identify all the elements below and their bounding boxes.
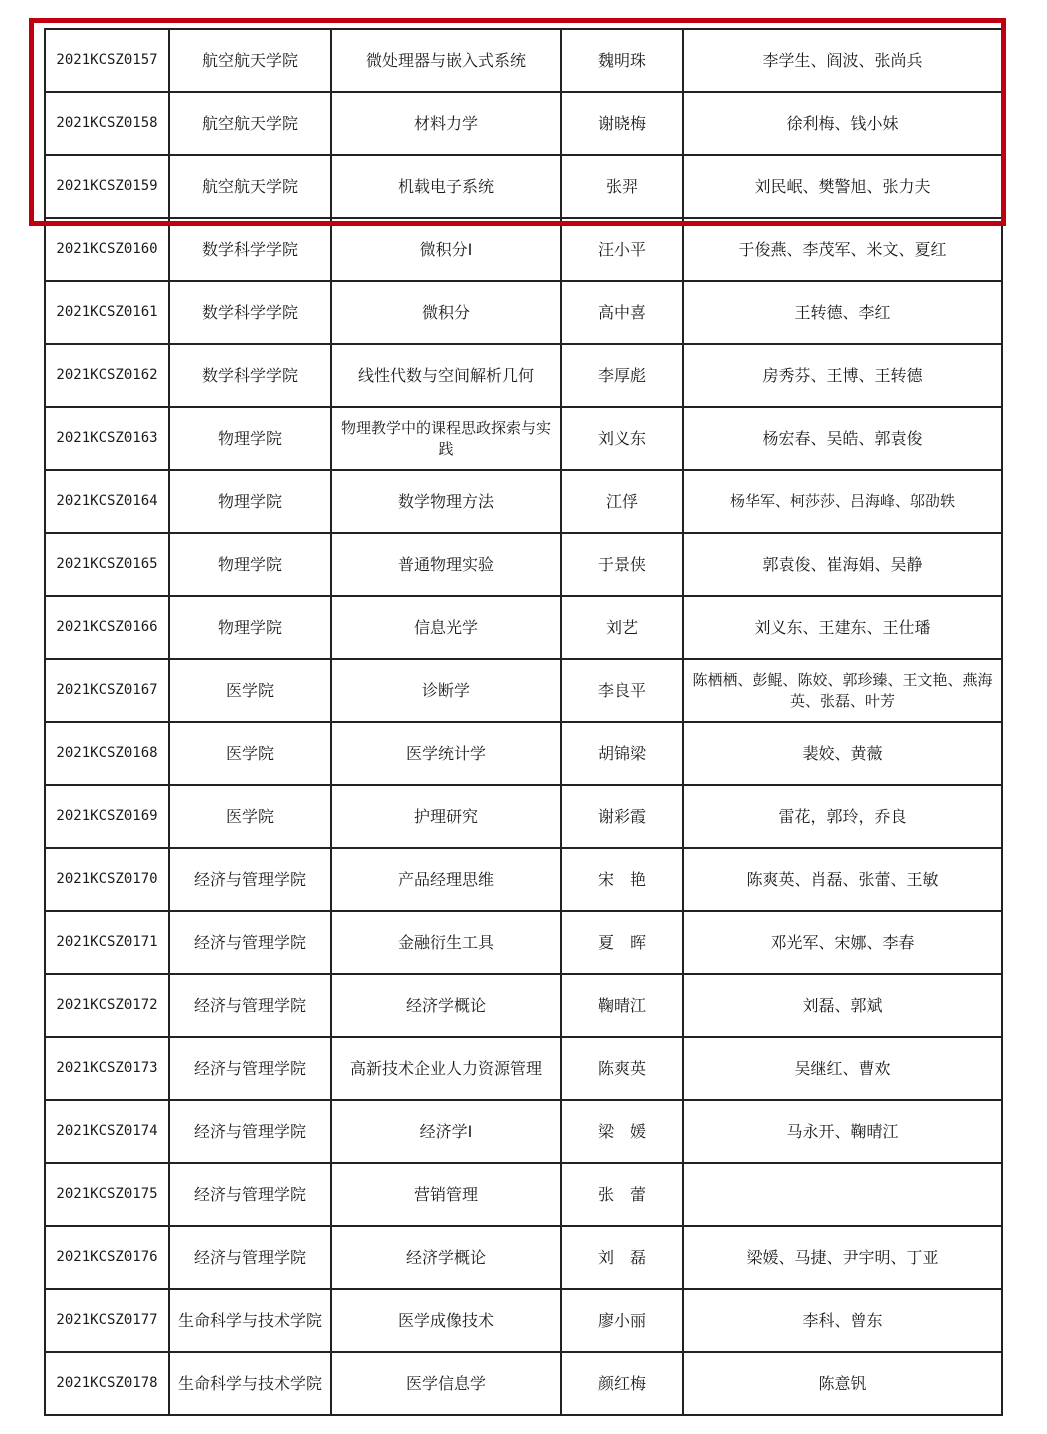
cell-project-id: 2021KCSZ0173 <box>45 1037 169 1100</box>
cell-course-name: 微积分 <box>331 281 561 344</box>
cell-project-id: 2021KCSZ0163 <box>45 407 169 470</box>
table-row <box>45 911 1002 974</box>
cell-project-id: 2021KCSZ0167 <box>45 659 169 722</box>
table-row <box>45 1037 1002 1100</box>
cell-course-name: 机载电子系统 <box>331 155 561 218</box>
cell-members: 王转德、李红 <box>683 281 1002 344</box>
table-row <box>45 533 1002 596</box>
cell-college: 数学科学学院 <box>169 344 331 407</box>
cell-project-id: 2021KCSZ0165 <box>45 533 169 596</box>
cell-leader: 廖小丽 <box>561 1289 683 1352</box>
table-row <box>45 1163 1002 1226</box>
course-table-body <box>45 29 1002 1415</box>
cell-members: 梁媛、马捷、尹宇明、丁亚 <box>683 1226 1002 1289</box>
cell-course-name: 诊断学 <box>331 659 561 722</box>
cell-course-name: 微积分I <box>331 218 561 281</box>
cell-leader: 张羿 <box>561 155 683 218</box>
cell-leader: 刘义东 <box>561 407 683 470</box>
cell-college: 经济与管理学院 <box>169 1037 331 1100</box>
cell-course-name: 医学信息学 <box>331 1352 561 1415</box>
table-row <box>45 1352 1002 1415</box>
cell-members: 吴继红、曹欢 <box>683 1037 1002 1100</box>
cell-project-id: 2021KCSZ0171 <box>45 911 169 974</box>
cell-members: 陈意钒 <box>683 1352 1002 1415</box>
cell-college: 数学科学学院 <box>169 218 331 281</box>
table-row <box>45 596 1002 659</box>
cell-members: 李科、曾东 <box>683 1289 1002 1352</box>
cell-project-id: 2021KCSZ0178 <box>45 1352 169 1415</box>
table-row <box>45 218 1002 281</box>
cell-college: 航空航天学院 <box>169 92 331 155</box>
cell-leader: 宋 艳 <box>561 848 683 911</box>
table-row <box>45 470 1002 533</box>
table-row <box>45 92 1002 155</box>
cell-leader: 梁 媛 <box>561 1100 683 1163</box>
cell-project-id: 2021KCSZ0174 <box>45 1100 169 1163</box>
table-row <box>45 344 1002 407</box>
cell-members: 刘磊、郭斌 <box>683 974 1002 1037</box>
table-row <box>45 659 1002 722</box>
cell-course-name: 医学统计学 <box>331 722 561 785</box>
table-row <box>45 848 1002 911</box>
cell-members: 刘民岷、樊警旭、张力夫 <box>683 155 1002 218</box>
cell-project-id: 2021KCSZ0159 <box>45 155 169 218</box>
cell-college: 物理学院 <box>169 533 331 596</box>
cell-college: 医学院 <box>169 722 331 785</box>
cell-project-id: 2021KCSZ0157 <box>45 29 169 92</box>
cell-course-name: 高新技术企业人力资源管理 <box>331 1037 561 1100</box>
cell-course-name: 数学物理方法 <box>331 470 561 533</box>
cell-college: 医学院 <box>169 785 331 848</box>
cell-college: 经济与管理学院 <box>169 1100 331 1163</box>
cell-members: 陈爽英、肖磊、张蕾、王敏 <box>683 848 1002 911</box>
cell-members: 邓光军、宋娜、李春 <box>683 911 1002 974</box>
cell-college: 生命科学与技术学院 <box>169 1352 331 1415</box>
cell-leader: 张 蕾 <box>561 1163 683 1226</box>
cell-project-id: 2021KCSZ0166 <box>45 596 169 659</box>
cell-leader: 谢彩霞 <box>561 785 683 848</box>
cell-course-name: 金融衍生工具 <box>331 911 561 974</box>
cell-leader: 李良平 <box>561 659 683 722</box>
cell-project-id: 2021KCSZ0176 <box>45 1226 169 1289</box>
cell-course-name: 材料力学 <box>331 92 561 155</box>
cell-project-id: 2021KCSZ0170 <box>45 848 169 911</box>
cell-project-id: 2021KCSZ0158 <box>45 92 169 155</box>
cell-course-name: 经济学I <box>331 1100 561 1163</box>
cell-leader: 高中喜 <box>561 281 683 344</box>
cell-course-name: 线性代数与空间解析几何 <box>331 344 561 407</box>
table-row <box>45 29 1002 92</box>
cell-members: 李学生、阎波、张尚兵 <box>683 29 1002 92</box>
cell-college: 经济与管理学院 <box>169 1163 331 1226</box>
cell-course-name: 微处理器与嵌入式系统 <box>331 29 561 92</box>
cell-leader: 刘艺 <box>561 596 683 659</box>
table-row <box>45 281 1002 344</box>
cell-course-name: 物理教学中的课程思政探索与实践 <box>331 407 561 470</box>
cell-leader: 魏明珠 <box>561 29 683 92</box>
cell-members: 雷花，郭玲，乔良 <box>683 785 1002 848</box>
cell-college: 医学院 <box>169 659 331 722</box>
cell-course-name: 经济学概论 <box>331 974 561 1037</box>
cell-college: 生命科学与技术学院 <box>169 1289 331 1352</box>
course-table <box>44 28 1003 1416</box>
cell-project-id: 2021KCSZ0164 <box>45 470 169 533</box>
cell-college: 经济与管理学院 <box>169 1226 331 1289</box>
cell-course-name: 普通物理实验 <box>331 533 561 596</box>
table-row <box>45 722 1002 785</box>
table-row <box>45 1100 1002 1163</box>
table-row <box>45 1226 1002 1289</box>
cell-project-id: 2021KCSZ0162 <box>45 344 169 407</box>
cell-leader: 江俘 <box>561 470 683 533</box>
cell-leader: 于景侠 <box>561 533 683 596</box>
cell-project-id: 2021KCSZ0161 <box>45 281 169 344</box>
cell-leader: 鞠晴江 <box>561 974 683 1037</box>
cell-course-name: 信息光学 <box>331 596 561 659</box>
cell-college: 航空航天学院 <box>169 155 331 218</box>
cell-project-id: 2021KCSZ0177 <box>45 1289 169 1352</box>
table-row <box>45 974 1002 1037</box>
cell-project-id: 2021KCSZ0160 <box>45 218 169 281</box>
cell-leader: 李厚彪 <box>561 344 683 407</box>
table-row <box>45 155 1002 218</box>
cell-members: 刘义东、王建东、王仕璠 <box>683 596 1002 659</box>
cell-leader: 汪小平 <box>561 218 683 281</box>
table-row <box>45 785 1002 848</box>
cell-college: 物理学院 <box>169 596 331 659</box>
cell-members: 杨华军、柯莎莎、吕海峰、邬劭轶 <box>683 470 1002 533</box>
cell-members: 郭袁俊、崔海娟、吴静 <box>683 533 1002 596</box>
cell-leader: 夏 晖 <box>561 911 683 974</box>
cell-project-id: 2021KCSZ0168 <box>45 722 169 785</box>
cell-college: 经济与管理学院 <box>169 848 331 911</box>
cell-members: 徐利梅、钱小妹 <box>683 92 1002 155</box>
cell-members: 于俊燕、李茂军、米文、夏红 <box>683 218 1002 281</box>
cell-course-name: 医学成像技术 <box>331 1289 561 1352</box>
cell-course-name: 经济学概论 <box>331 1226 561 1289</box>
course-table-container <box>44 28 1001 1416</box>
cell-leader: 陈爽英 <box>561 1037 683 1100</box>
cell-project-id: 2021KCSZ0175 <box>45 1163 169 1226</box>
table-row <box>45 407 1002 470</box>
cell-members <box>683 1163 1002 1226</box>
cell-college: 物理学院 <box>169 407 331 470</box>
cell-college: 数学科学学院 <box>169 281 331 344</box>
cell-leader: 刘 磊 <box>561 1226 683 1289</box>
cell-project-id: 2021KCSZ0172 <box>45 974 169 1037</box>
cell-course-name: 产品经理思维 <box>331 848 561 911</box>
cell-leader: 胡锦梁 <box>561 722 683 785</box>
table-row <box>45 1289 1002 1352</box>
cell-course-name: 营销管理 <box>331 1163 561 1226</box>
cell-leader: 颜红梅 <box>561 1352 683 1415</box>
cell-members: 马永开、鞠晴江 <box>683 1100 1002 1163</box>
cell-members: 房秀芬、王博、王转德 <box>683 344 1002 407</box>
cell-members: 杨宏春、吴皓、郭袁俊 <box>683 407 1002 470</box>
cell-project-id: 2021KCSZ0169 <box>45 785 169 848</box>
cell-members: 陈栖栖、彭鲲、陈姣、郭珍臻、王文艳、燕海英、张磊、叶芳 <box>683 659 1002 722</box>
cell-college: 经济与管理学院 <box>169 974 331 1037</box>
cell-leader: 谢晓梅 <box>561 92 683 155</box>
cell-college: 物理学院 <box>169 470 331 533</box>
cell-college: 航空航天学院 <box>169 29 331 92</box>
cell-members: 裴姣、黄薇 <box>683 722 1002 785</box>
cell-college: 经济与管理学院 <box>169 911 331 974</box>
cell-course-name: 护理研究 <box>331 785 561 848</box>
